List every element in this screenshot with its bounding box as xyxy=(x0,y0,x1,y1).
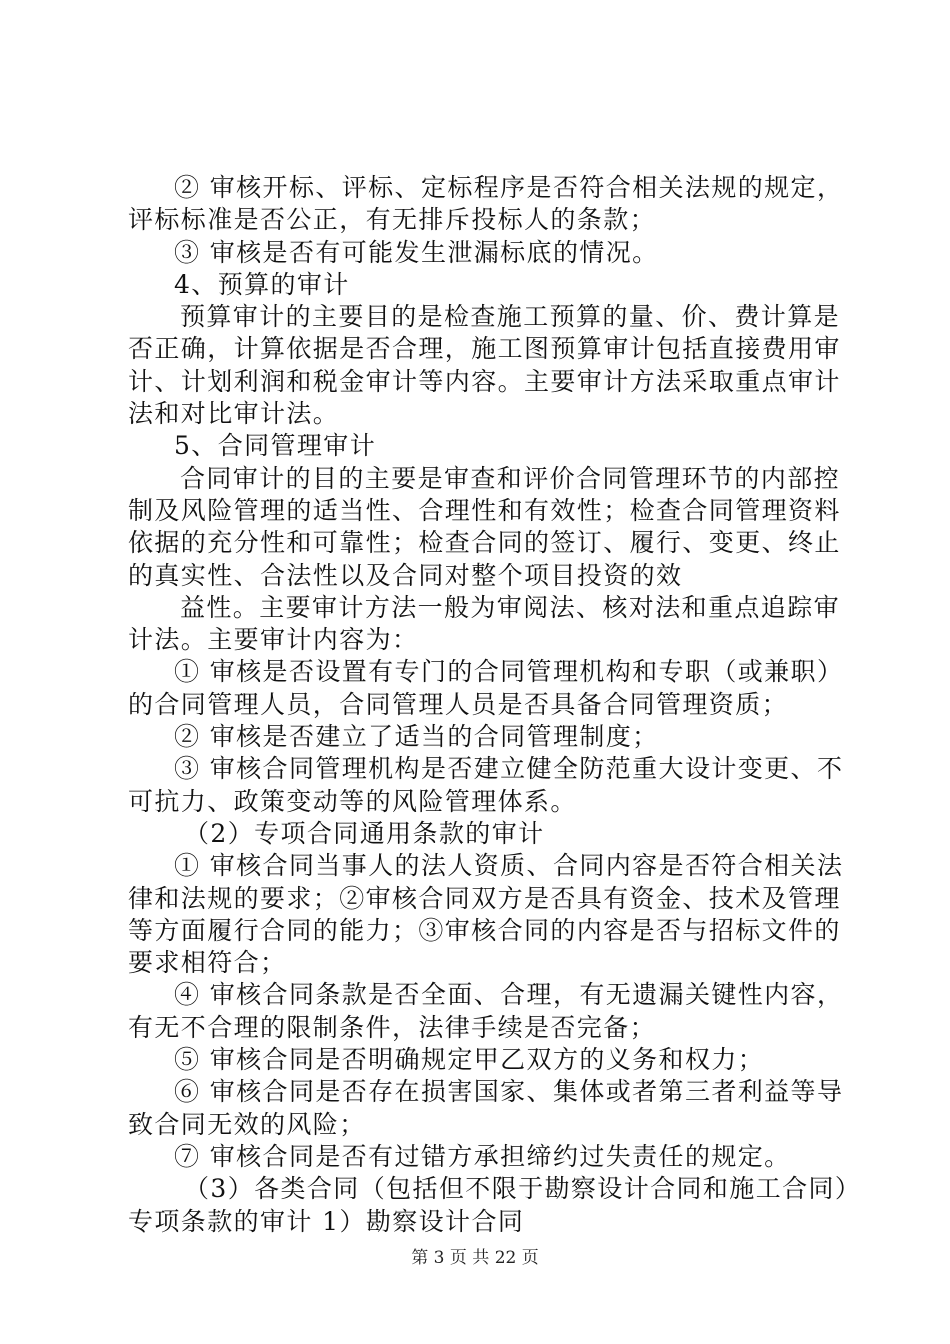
text-line: 依据的充分性和可靠性；检查合同的签订、履行、变更、终止 xyxy=(128,528,841,558)
section-heading: 5、合同管理审计 xyxy=(174,431,377,461)
text-line: 可抗力、政策变动等的风险管理体系。 xyxy=(128,786,577,816)
document-body xyxy=(128,172,862,1238)
text-line: 的合同管理人员，合同管理人员是否具备合同管理资质； xyxy=(128,689,789,719)
text-line: 律和法规的要求；②审核合同双方是否具有资金、技术及管理 xyxy=(128,883,841,913)
text-line: ② 审核开标、评标、定标程序是否符合相关法规的规定， xyxy=(174,173,844,202)
text-line: 预算审计的主要目的是检查施工预算的量、价、费计算是 xyxy=(180,302,841,332)
section-heading: （2）专项合同通用条款的审计 xyxy=(184,818,545,848)
text-line: 否正确，计算依据是否合理，施工图预算审计包括直接费用审 xyxy=(128,334,841,364)
text-line: 有无不合理的限制条件，法律手续是否完备； xyxy=(128,1012,657,1042)
section-heading: 4、预算的审计 xyxy=(174,269,350,299)
section-heading: （3）各类合同（包括但不限于勘察设计合同和施工合同） xyxy=(184,1174,862,1204)
page-number-footer: 第 3 页 共 22 页 xyxy=(411,1248,539,1268)
text-line: ⑤ 审核合同是否明确规定甲乙双方的义务和权力； xyxy=(174,1045,765,1075)
text-line: 的真实性、合法性以及合同对整个项目投资的效 xyxy=(128,560,683,590)
text-line: 要求相符合； xyxy=(128,948,287,978)
text-line: 合同审计的目的主要是审查和评价合同管理环节的内部控 xyxy=(180,463,841,493)
text-line: ③ 审核合同管理机构是否建立健全防范重大设计变更、不 xyxy=(174,754,844,784)
text-line: 评标标准是否公正，有无排斥投标人的条款； xyxy=(128,205,657,235)
text-line: ① 审核合同当事人的法人资质、合同内容是否符合相关法 xyxy=(174,851,844,881)
text-line: 计、计划利润和税金审计等内容。主要审计方法采取重点审计 xyxy=(128,366,841,396)
text-line: ⑦ 审核合同是否有过错方承担缔约过失责任的规定。 xyxy=(174,1141,791,1171)
text-line: ③ 审核是否有可能发生泄漏标底的情况。 xyxy=(174,237,659,267)
text-line: ② 审核是否建立了适当的合同管理制度； xyxy=(174,722,659,752)
text-line: 益性。主要审计方法一般为审阅法、核对法和重点追踪审 xyxy=(180,592,841,622)
text-line: 法和对比审计法。 xyxy=(128,399,340,429)
text-line: 等方面履行合同的能力；③审核合同的内容是否与招标文件的 xyxy=(128,915,841,945)
text-line: ⑥ 审核合同是否存在损害国家、集体或者第三者利益等导 xyxy=(174,1077,844,1107)
text-line: 致合同无效的风险； xyxy=(128,1109,366,1139)
text-line: 专项条款的审计 1）勘察设计合同 xyxy=(128,1206,525,1236)
text-line: 计法。主要审计内容为： xyxy=(128,625,419,655)
text-line: ④ 审核合同条款是否全面、合理，有无遗漏关键性内容， xyxy=(174,980,844,1010)
text-line: ① 审核是否设置有专门的合同管理机构和专职（或兼职） xyxy=(174,657,844,687)
text-line: 制及风险管理的适当性、合理性和有效性；检查合同管理资料 xyxy=(128,495,841,525)
